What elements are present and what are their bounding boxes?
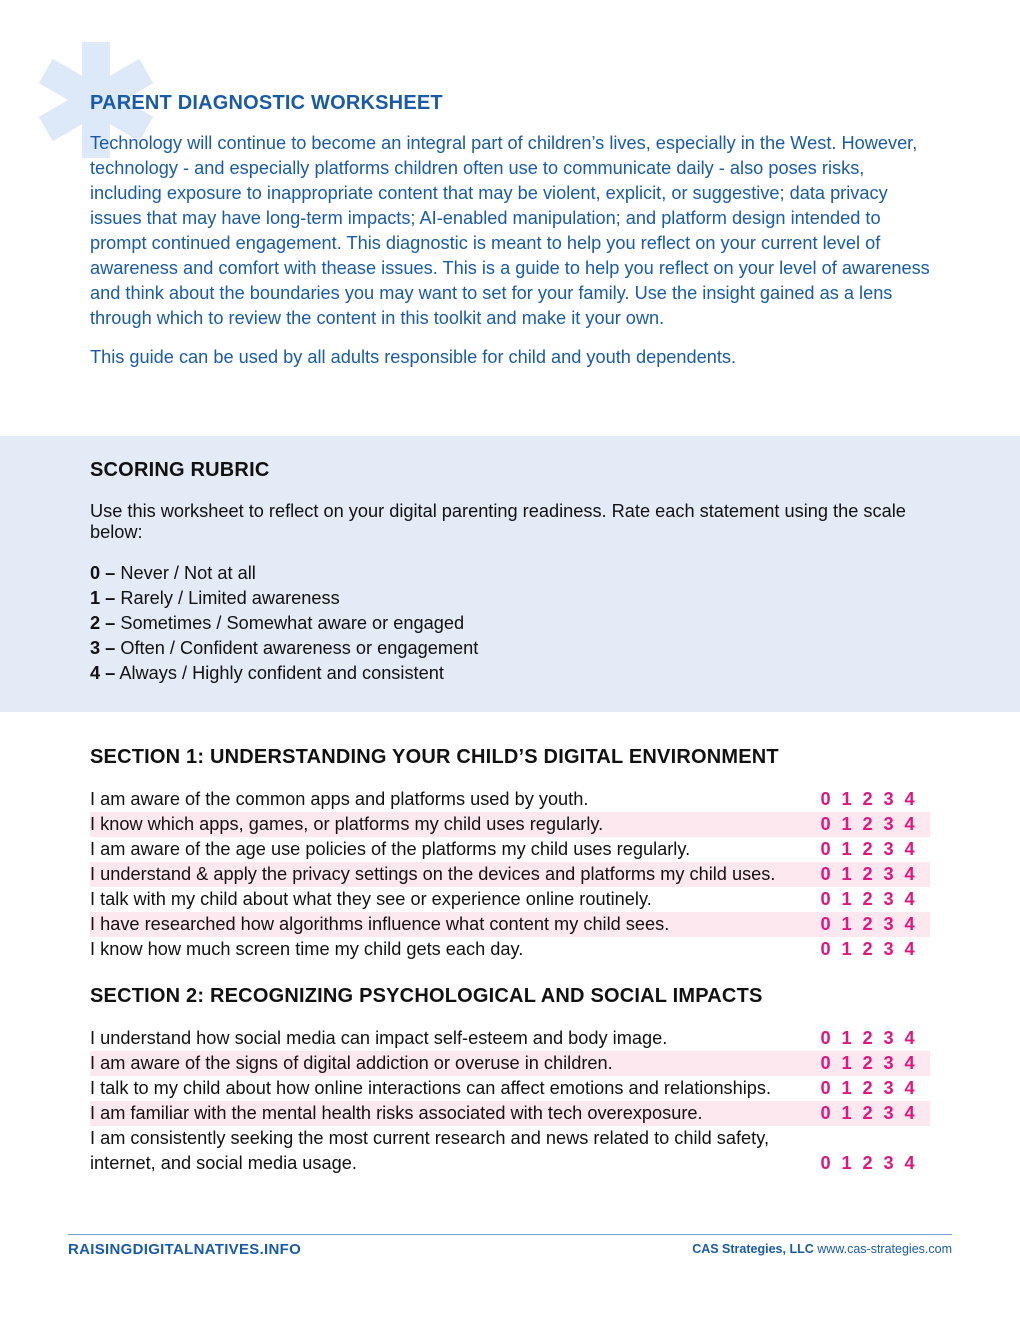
footer-site-link[interactable]: RAISINGDIGITALNATIVES.INFO <box>68 1241 302 1258</box>
footer-company-url[interactable]: www.cas-strategies.com <box>817 1242 952 1256</box>
statement-text: I talk with my child about what they see or experience online routinely. <box>90 889 652 909</box>
rating-option-4[interactable]: 4 <box>904 914 915 934</box>
rating-option-3[interactable]: 3 <box>883 839 894 859</box>
rating-option-2[interactable]: 2 <box>862 864 873 884</box>
rating-option-0[interactable]: 0 <box>820 1153 831 1173</box>
footer-divider <box>68 1234 952 1235</box>
statement-row <box>90 1101 930 1126</box>
rating-option-2[interactable]: 2 <box>862 889 873 909</box>
rating-option-1[interactable]: 1 <box>841 789 852 809</box>
intro-section <box>90 92 940 370</box>
rating-scale <box>815 1151 920 1176</box>
rating-option-3[interactable]: 3 <box>883 1053 894 1073</box>
rating-scale <box>815 837 920 862</box>
rating-option-4[interactable]: 4 <box>904 1078 915 1098</box>
rating-option-3[interactable]: 3 <box>883 1103 894 1123</box>
rating-option-2[interactable]: 2 <box>862 1053 873 1073</box>
scale-value: 0 – <box>90 563 116 583</box>
rating-option-4[interactable]: 4 <box>904 839 915 859</box>
footer-credit <box>692 1242 952 1256</box>
rating-scale <box>815 912 920 937</box>
rating-option-1[interactable]: 1 <box>841 1153 852 1173</box>
rating-option-0[interactable]: 0 <box>820 789 831 809</box>
statement-text: I talk to my child about how online interactions can affect emotions and relationships. <box>90 1078 772 1098</box>
rating-option-1[interactable]: 1 <box>841 1053 852 1073</box>
rating-option-3[interactable]: 3 <box>883 1078 894 1098</box>
scale-label: Rarely / Limited awareness <box>120 588 340 608</box>
rating-option-3[interactable]: 3 <box>883 1153 894 1173</box>
statement-text: I know which apps, games, or platforms my child uses regularly. <box>90 814 604 834</box>
rating-option-4[interactable]: 4 <box>904 789 915 809</box>
rating-option-2[interactable]: 2 <box>862 1078 873 1098</box>
rating-scale <box>815 812 920 837</box>
rating-scale <box>815 787 920 812</box>
statement-row <box>90 887 930 912</box>
rating-option-3[interactable]: 3 <box>883 1028 894 1048</box>
statement-row <box>90 912 930 937</box>
rating-option-0[interactable]: 0 <box>820 814 831 834</box>
scale-value: 4 – <box>90 663 116 683</box>
rating-option-4[interactable]: 4 <box>904 864 915 884</box>
statement-row <box>90 837 930 862</box>
rating-option-2[interactable]: 2 <box>862 1103 873 1123</box>
rating-scale <box>815 937 920 962</box>
rating-scale <box>815 1101 920 1126</box>
rating-option-1[interactable]: 1 <box>841 1028 852 1048</box>
section-1 <box>90 746 940 962</box>
rating-option-2[interactable]: 2 <box>862 914 873 934</box>
rating-option-0[interactable]: 0 <box>820 914 831 934</box>
rating-option-2[interactable]: 2 <box>862 789 873 809</box>
rating-option-3[interactable]: 3 <box>883 939 894 959</box>
rating-option-2[interactable]: 2 <box>862 939 873 959</box>
statement-row <box>90 862 930 887</box>
rating-option-1[interactable]: 1 <box>841 889 852 909</box>
rating-option-0[interactable]: 0 <box>820 889 831 909</box>
scale-label: Always / Highly confident and consistent <box>119 663 444 683</box>
rating-option-0[interactable]: 0 <box>820 1103 831 1123</box>
scale-value: 3 – <box>90 638 116 658</box>
rubric-instructions: Use this worksheet to reflect on your digital parenting readiness. Rate each statement using the scale below: <box>90 501 906 542</box>
audience-note: This guide can be used by all adults responsible for child and youth dependents. <box>90 347 737 367</box>
scale-item <box>90 661 940 686</box>
intro-paragraph: Technology will continue to become an integral part of children’s lives, especially in the West. However, technology - and especially platforms children often use to communicate daily - also poses risks, including exposure to inappropriate content that may be violent, explicit, or suggestive; data privacy issues that may have long-term impacts; AI-enabled manipulation; and platform design intended to prompt continued engagement. This diagnostic is meant to help you reflect on your current level of awareness and comfort with thease issues. This is a guide to help you reflect on your level of awareness and think about the boundaries you may want to set for your family. Use the insight gained as a lens through which to review the content in this toolkit and make it your own. <box>90 133 930 328</box>
section-1-statements <box>90 787 940 962</box>
rating-option-2[interactable]: 2 <box>862 839 873 859</box>
scale-label: Sometimes / Somewhat aware or engaged <box>120 613 465 633</box>
rating-option-2[interactable]: 2 <box>862 1153 873 1173</box>
rating-option-1[interactable]: 1 <box>841 1103 852 1123</box>
rating-option-1[interactable]: 1 <box>841 914 852 934</box>
rating-scale <box>815 887 920 912</box>
rating-option-1[interactable]: 1 <box>841 814 852 834</box>
rating-option-3[interactable]: 3 <box>883 864 894 884</box>
rubric-title: SCORING RUBRIC <box>90 459 270 481</box>
rating-option-0[interactable]: 0 <box>820 839 831 859</box>
statement-row <box>90 1051 930 1076</box>
rating-option-3[interactable]: 3 <box>883 889 894 909</box>
statement-text: I am consistently seeking the most current research and news related to child safety, internet, and social media usage. <box>90 1128 769 1173</box>
rating-option-4[interactable]: 4 <box>904 1028 915 1048</box>
rating-scale <box>815 1051 920 1076</box>
rating-option-1[interactable]: 1 <box>841 864 852 884</box>
statement-text: I am aware of the age use policies of the platforms my child uses regularly. <box>90 839 691 859</box>
scale-item <box>90 586 940 611</box>
scale-value: 2 – <box>90 613 116 633</box>
section-2-title: SECTION 2: RECOGNIZING PSYCHOLOGICAL AND SOCIAL IMPACTS <box>90 985 763 1007</box>
statement-text: I have researched how algorithms influence what content my child sees. <box>90 914 670 934</box>
rating-option-4[interactable]: 4 <box>904 814 915 834</box>
scoring-rubric <box>90 459 940 686</box>
scale-label: Often / Confident awareness or engagement <box>120 638 479 658</box>
statement-row <box>90 812 930 837</box>
rating-option-1[interactable]: 1 <box>841 1078 852 1098</box>
rating-option-0[interactable]: 0 <box>820 864 831 884</box>
rating-option-1[interactable]: 1 <box>841 939 852 959</box>
rating-scale <box>815 1076 920 1101</box>
rating-option-3[interactable]: 3 <box>883 914 894 934</box>
rubric-scale <box>90 561 940 686</box>
rating-option-2[interactable]: 2 <box>862 1028 873 1048</box>
rating-option-4[interactable]: 4 <box>904 1053 915 1073</box>
statement-text: I know how much screen time my child gets each day. <box>90 939 524 959</box>
statement-text: I am familiar with the mental health risks associated with tech overexposure. <box>90 1103 703 1123</box>
rating-option-4[interactable]: 4 <box>904 1153 915 1173</box>
rating-option-0[interactable]: 0 <box>820 1078 831 1098</box>
scale-value: 1 – <box>90 588 116 608</box>
section-2 <box>90 985 940 1176</box>
section-1-title: SECTION 1: UNDERSTANDING YOUR CHILD’S DIGITAL ENVIRONMENT <box>90 746 779 768</box>
rating-option-3[interactable]: 3 <box>883 789 894 809</box>
rating-scale <box>815 1026 920 1051</box>
statement-row <box>90 787 930 812</box>
rating-option-4[interactable]: 4 <box>904 939 915 959</box>
rating-option-0[interactable]: 0 <box>820 1053 831 1073</box>
scale-label: Never / Not at all <box>120 563 256 583</box>
statement-text: I am aware of the signs of digital addiction or overuse in children. <box>90 1053 613 1073</box>
rating-option-1[interactable]: 1 <box>841 839 852 859</box>
statement-text: I understand how social media can impact self-esteem and body image. <box>90 1028 668 1048</box>
statement-row <box>90 1076 930 1101</box>
scale-item <box>90 636 940 661</box>
rating-scale <box>815 862 920 887</box>
statement-text: I am aware of the common apps and platforms used by youth. <box>90 789 589 809</box>
statement-row <box>90 1126 930 1176</box>
rating-option-0[interactable]: 0 <box>820 1028 831 1048</box>
statement-row <box>90 1026 930 1051</box>
scale-item <box>90 611 940 636</box>
statement-text: I understand & apply the privacy settings on the devices and platforms my child uses. <box>90 864 776 884</box>
rating-option-4[interactable]: 4 <box>904 1103 915 1123</box>
section-2-statements <box>90 1026 940 1176</box>
rating-option-4[interactable]: 4 <box>904 889 915 909</box>
footer-company: CAS Strategies, LLC <box>692 1242 814 1256</box>
rating-option-3[interactable]: 3 <box>883 814 894 834</box>
page-title: PARENT DIAGNOSTIC WORKSHEET <box>90 92 443 114</box>
scale-item <box>90 561 940 586</box>
statement-row <box>90 937 930 962</box>
rating-option-2[interactable]: 2 <box>862 814 873 834</box>
rating-option-0[interactable]: 0 <box>820 939 831 959</box>
